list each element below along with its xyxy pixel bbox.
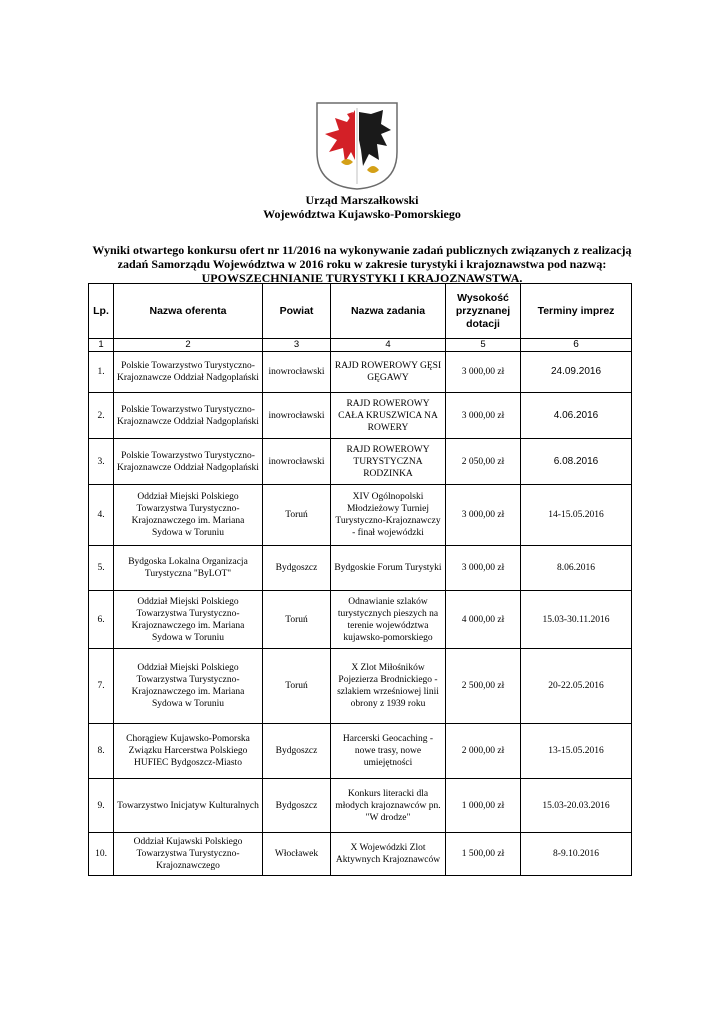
cell-zadanie: RAJD ROWEROWY CAŁA KRUSZWICA NA ROWERY	[331, 393, 446, 439]
cell-termin: 6.08.2016	[521, 439, 632, 485]
header-oferent: Nazwa oferenta	[114, 284, 263, 339]
cell-powiat: Włocławek	[263, 833, 331, 876]
table-row	[89, 591, 632, 649]
cell-zadanie: RAJD ROWEROWY TURYSTYCZNA RODZINKA	[331, 439, 446, 485]
table-row	[89, 649, 632, 724]
cell-dotacja: 3 000,00 zł	[446, 352, 521, 393]
table-row	[89, 352, 632, 393]
header-dotacja: Wysokość przyznanej dotacji	[446, 284, 521, 339]
col-number: 5	[446, 339, 521, 352]
cell-lp: 6.	[89, 591, 114, 649]
cell-powiat: Bydgoszcz	[263, 779, 331, 833]
cell-powiat: Bydgoszcz	[263, 546, 331, 591]
cell-powiat: inowrocławski	[263, 393, 331, 439]
cell-zadanie: RAJD ROWEROWY GĘSI GĘGAWY	[331, 352, 446, 393]
cell-lp: 9.	[89, 779, 114, 833]
cell-lp: 1.	[89, 352, 114, 393]
cell-dotacja: 1 000,00 zł	[446, 779, 521, 833]
office-name-line1: Urząd Marszałkowski	[305, 193, 419, 207]
cell-oferent: Towarzystwo Inicjatyw Kulturalnych	[114, 779, 263, 833]
cell-dotacja: 3 000,00 zł	[446, 485, 521, 546]
cell-lp: 8.	[89, 724, 114, 779]
document-heading-line2: zadań Samorządu Województwa w 2016 roku w zakresie turystyki i krajoznawstwa pod nazwą:	[117, 257, 607, 271]
table-row	[89, 393, 632, 439]
results-table	[88, 283, 632, 876]
cell-dotacja: 4 000,00 zł	[446, 591, 521, 649]
cell-zadanie: X Zlot Miłośników Pojezierza Brodnickiego - szlakiem wrześniowej linii obrony z 1939 roku	[331, 649, 446, 724]
cell-oferent: Oddział Miejski Polskiego Towarzystwa Turystyczno-Krajoznawczego im. Mariana Sydowa w Toruniu	[114, 591, 263, 649]
cell-dotacja: 2 500,00 zł	[446, 649, 521, 724]
cell-termin: 15.03-30.11.2016	[521, 591, 632, 649]
cell-zadanie: Bydgoskie Forum Turystyki	[331, 546, 446, 591]
cell-zadanie: Konkurs literacki dla młodych krajoznawców pn. "W drodze"	[331, 779, 446, 833]
col-number: 3	[263, 339, 331, 352]
cell-zadanie: Harcerski Geocaching - nowe trasy, nowe umiejętności	[331, 724, 446, 779]
cell-powiat: Bydgoszcz	[263, 724, 331, 779]
cell-zadanie: X Wojewódzki Zlot Aktywnych Krajoznawców	[331, 833, 446, 876]
col-number: 1	[89, 339, 114, 352]
cell-oferent: Oddział Kujawski Polskiego Towarzystwa Turystyczno-Krajoznawczego	[114, 833, 263, 876]
cell-lp: 5.	[89, 546, 114, 591]
office-name-line2: Województwa Kujawsko-Pomorskiego	[263, 207, 461, 221]
cell-termin: 13-15.05.2016	[521, 724, 632, 779]
table-row	[89, 779, 632, 833]
cell-powiat: Toruń	[263, 591, 331, 649]
table-row	[89, 724, 632, 779]
col-number: 2	[114, 339, 263, 352]
cell-oferent: Polskie Towarzystwo Turystyczno-Krajoznawcze Oddział Nadgoplański	[114, 393, 263, 439]
cell-powiat: Toruń	[263, 649, 331, 724]
coat-of-arms-emblem	[311, 100, 403, 190]
cell-termin: 20-22.05.2016	[521, 649, 632, 724]
cell-lp: 3.	[89, 439, 114, 485]
col-number: 6	[521, 339, 632, 352]
table-row	[89, 439, 632, 485]
header-zadanie: Nazwa zadania	[331, 284, 446, 339]
cell-lp: 2.	[89, 393, 114, 439]
cell-oferent: Polskie Towarzystwo Turystyczno-Krajoznawcze Oddział Nadgoplański	[114, 352, 263, 393]
cell-oferent: Bydgoska Lokalna Organizacja Turystyczna "ByLOT"	[114, 546, 263, 591]
cell-dotacja: 2 050,00 zł	[446, 439, 521, 485]
cell-dotacja: 1 500,00 zł	[446, 833, 521, 876]
cell-termin: 8-9.10.2016	[521, 833, 632, 876]
header-terminy: Terminy imprez	[521, 284, 632, 339]
table-row	[89, 546, 632, 591]
cell-termin: 14-15.05.2016	[521, 485, 632, 546]
table-row	[89, 485, 632, 546]
cell-lp: 7.	[89, 649, 114, 724]
cell-zadanie: Odnawianie szlaków turystycznych pieszych na terenie województwa kujawsko-pomorskiego	[331, 591, 446, 649]
cell-termin: 15.03-20.03.2016	[521, 779, 632, 833]
cell-termin: 24.09.2016	[521, 352, 632, 393]
cell-oferent: Chorągiew Kujawsko-Pomorska Związku Harcerstwa Polskiego HUFIEC Bydgoszcz-Miasto	[114, 724, 263, 779]
cell-dotacja: 3 000,00 zł	[446, 393, 521, 439]
cell-oferent: Oddział Miejski Polskiego Towarzystwa Turystyczno-Krajoznawczego im. Mariana Sydowa w Toruniu	[114, 485, 263, 546]
cell-oferent: Polskie Towarzystwo Turystyczno-Krajoznawcze Oddział Nadgoplański	[114, 439, 263, 485]
cell-termin: 4.06.2016	[521, 393, 632, 439]
cell-powiat: inowrocławski	[263, 439, 331, 485]
header-lp: Lp.	[89, 284, 114, 339]
cell-lp: 10.	[89, 833, 114, 876]
cell-oferent: Oddział Miejski Polskiego Towarzystwa Turystyczno-Krajoznawczego im. Mariana Sydowa w Toruniu	[114, 649, 263, 724]
header-powiat: Powiat	[263, 284, 331, 339]
cell-zadanie: XIV Ogólnopolski Młodzieżowy Turniej Turystyczno-Krajoznawczy - finał wojewódzki	[331, 485, 446, 546]
cell-powiat: Toruń	[263, 485, 331, 546]
col-number: 4	[331, 339, 446, 352]
cell-dotacja: 2 000,00 zł	[446, 724, 521, 779]
cell-dotacja: 3 000,00 zł	[446, 546, 521, 591]
cell-termin: 8.06.2016	[521, 546, 632, 591]
document-heading-line3: UPOWSZECHNIANIE TURYSTYKI I KRAJOZNAWSTWA.	[201, 271, 523, 285]
cell-lp: 4.	[89, 485, 114, 546]
table-row	[89, 833, 632, 876]
document-heading-line1: Wyniki otwartego konkursu ofert nr 11/2016 na wykonywanie zadań publicznych związanych z realizacją	[92, 243, 632, 257]
cell-powiat: inowrocławski	[263, 352, 331, 393]
